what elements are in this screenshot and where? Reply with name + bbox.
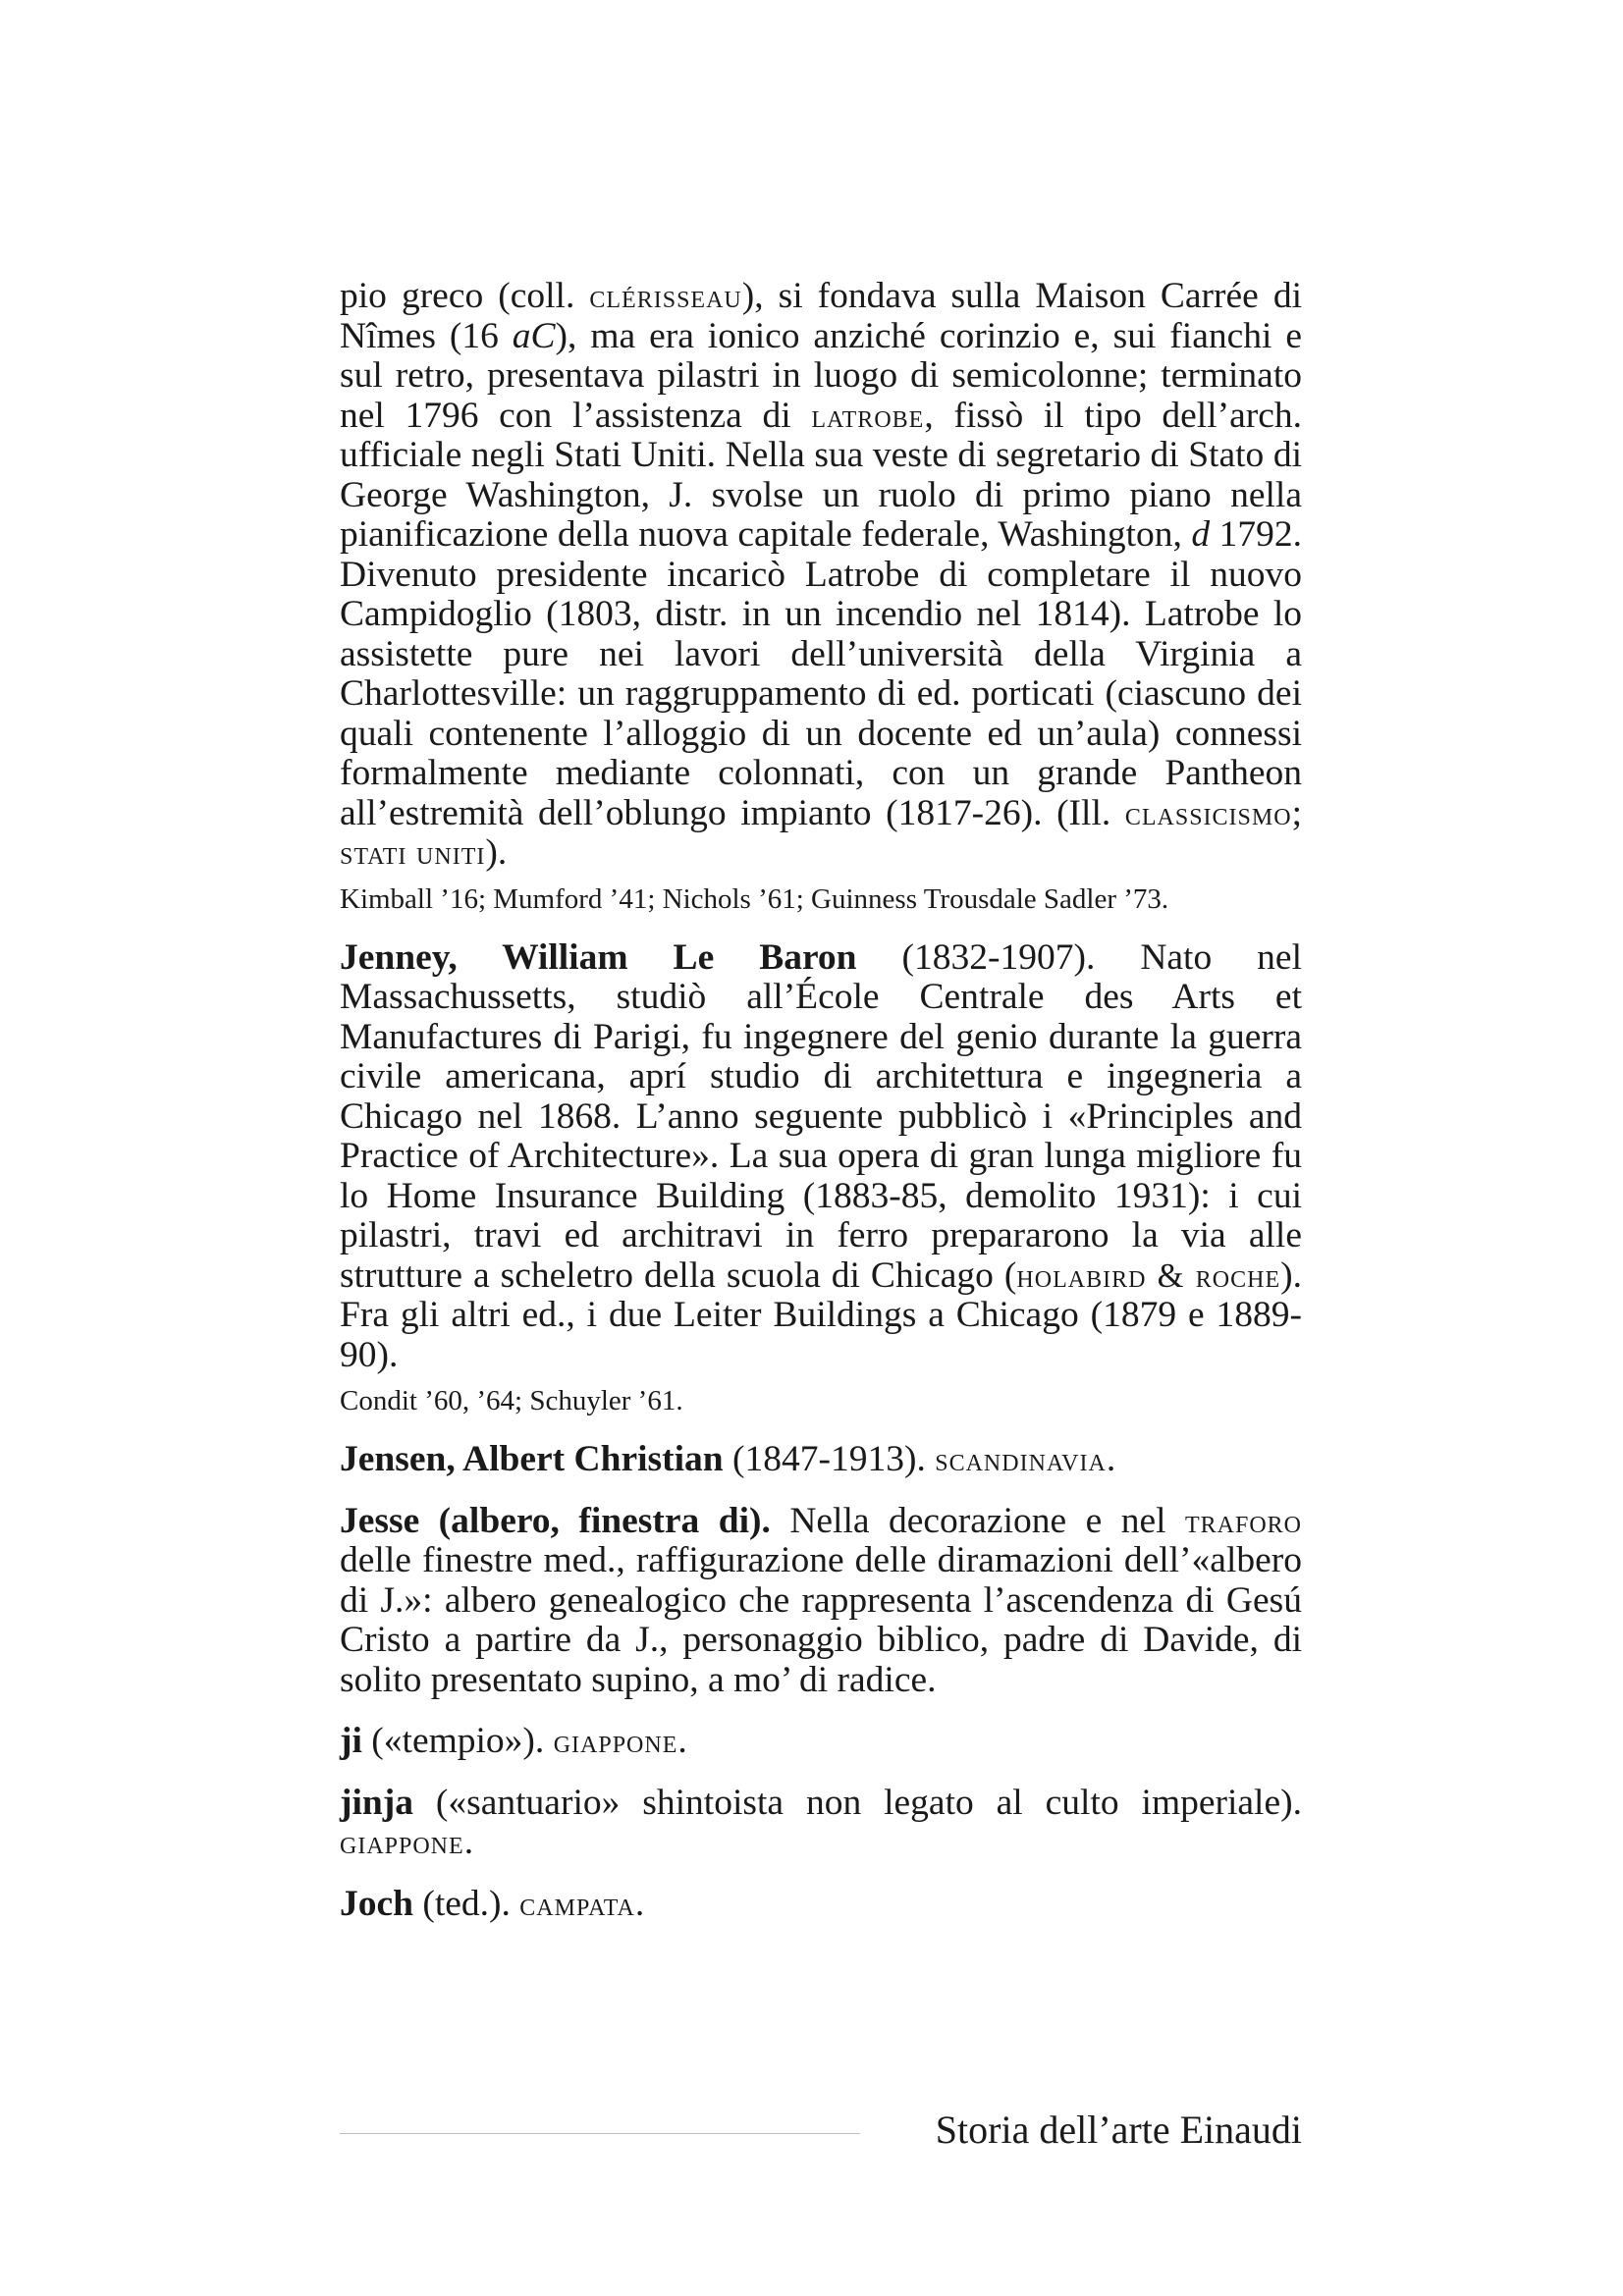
entry-jensen: Jensen, Albert Christian (1847-1913). scandinavia. xyxy=(340,1439,1116,1479)
dictionary-column xyxy=(340,277,1302,1946)
cross-reference: scandinavia xyxy=(935,1441,1107,1478)
entry-headword: Jesse (albero, finestra di). xyxy=(340,1500,771,1541)
footer-rule xyxy=(340,2133,860,2134)
footer-title: Storia dell’arte Einaudi xyxy=(935,2108,1302,2152)
cross-reference: clérisseau xyxy=(589,278,742,315)
entry-jenney: Jenney, William Le Baron (1832-1907). Nato nel Massachussetts, studiò all’École Centrale des Arts et Manufactures di Parigi, fu ingegnere del genio durante la guerra civile americana, aprí studio di architettura e ingegneria a Chicago nel 1868. L’anno seguente pubblicò i «Principles and Practice of Architecture». La sua opera di gran lunga migliore fu lo Home Insurance Building (1883-85, demolito 1931): i cui pilastri, travi ed architravi in ferro prepararono la via alle strutture a scheletro della scuola di Chicago (holabird & roche). Fra gli altri ed., i due Leiter Buildings a Chicago (1879 e 1889-90). xyxy=(340,936,1302,1375)
entry-headword: Jensen, Albert Christian xyxy=(340,1439,724,1479)
entry-headword: Joch xyxy=(340,1883,413,1924)
cross-reference: traforo xyxy=(1184,1502,1302,1540)
cross-reference: classicismo xyxy=(1124,794,1292,832)
entry-joch: Joch (ted.). campata. xyxy=(340,1883,645,1924)
cross-reference: stati uniti xyxy=(340,834,486,872)
bibliography-jenney: Condit ’60, ’64; Schuyler ’61. xyxy=(340,1385,683,1416)
entry-ji: ji («tempio»). giappone. xyxy=(340,1721,687,1761)
cross-reference: campata xyxy=(519,1885,635,1923)
cross-reference: latrobe xyxy=(811,397,925,435)
entry-jefferson-continuation: pio greco (coll. clérisseau), si fondava sulla Maison Carrée di Nîmes (16 aC), ma era ionico anziché corinzio e, sui fianchi e sul retro, presentava pilastri in luogo di semicolonne; terminato nel 1796 con l’assistenza di latrobe, fissò il tipo dell’arch. ufficiale negli Stati Uniti. Nella sua veste di segretario di Stato di George Washington, J. svolse un ruolo di primo piano nella pianificazione della nuova capitale federale, Washington, d 1792. Divenuto presidente incaricò Latrobe di completare il nuovo Campidoglio (1803, distr. in un incendio nel 1814). Latrobe lo assistette pure nei lavori dell’università della Virginia a Charlottesville: un raggruppamento di ed. porticati (ciascuno dei quali contenente l’alloggio di un docente ed un’aula) connessi formalmente mediante colonnati, con un grande Pantheon all’estremità dell’oblungo impianto (1817-26). (Ill. classicismo; stati uniti). xyxy=(340,276,1303,873)
cross-reference: holabird & roche xyxy=(1016,1256,1281,1295)
page-footer xyxy=(340,2101,1302,2160)
entry-headword: Jenney, William Le Baron xyxy=(340,936,857,978)
entry-headword: ji xyxy=(340,1721,362,1761)
entry-jinja: jinja («santuario» shintoista non legato al culto imperiale). giappone. xyxy=(340,1782,1302,1862)
entry-jesse: Jesse (albero, finestra di). Nella decorazione e nel traforo delle finestre med., raffigurazione delle diramazioni dell’«albero di J.»: albero genealogico che rappresenta l’ascendenza di Gesú Cristo a partire da J., personaggio biblico, padre di Davide, di solito presentato supino, a mo’ di radice. xyxy=(340,1500,1302,1700)
entry-headword: jinja xyxy=(340,1782,413,1823)
cross-reference: giappone xyxy=(340,1824,464,1861)
cross-reference: giappone xyxy=(553,1723,678,1760)
bibliography-jefferson: Kimball ’16; Mumford ’41; Nichols ’61; Guinness Trousdale Sadler ’73. xyxy=(340,882,1169,915)
